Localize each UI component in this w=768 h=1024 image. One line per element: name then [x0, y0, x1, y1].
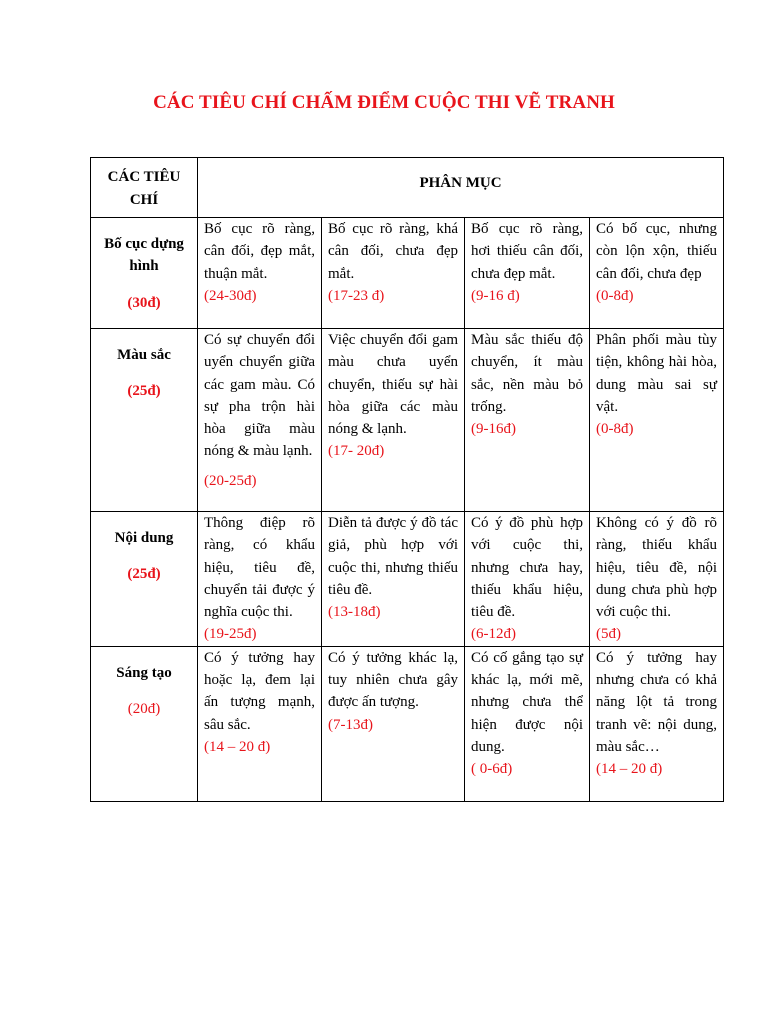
- criterion-points: (30đ): [127, 294, 161, 311]
- criterion-cell: [91, 646, 198, 801]
- table-row: [91, 646, 724, 801]
- level-cell: [322, 218, 465, 329]
- criterion-name: Màu sắc: [117, 347, 171, 363]
- level-score: (5đ): [596, 626, 621, 643]
- level-text: Bố cục rõ ràng, hơi thiếu cân đối, chưa đẹp mắt.: [471, 221, 583, 282]
- level-score: (20-25đ): [204, 472, 257, 489]
- level-cell: [198, 646, 322, 801]
- level-score: (9-16đ): [471, 421, 516, 438]
- level-text: Thông điệp rõ ràng, có khẩu hiệu, tiêu đề, chuyển tải được ý nghĩa cuộc thi.: [204, 515, 315, 621]
- level-text: Có ý tưởng khác lạ, tuy nhiên chưa gây được ấn tượng.: [328, 649, 458, 711]
- level-score: ( 0-6đ): [471, 761, 513, 778]
- level-score: (6-12đ): [471, 626, 516, 643]
- level-score: (14 – 20 đ): [596, 761, 663, 778]
- level-cell: [590, 512, 724, 647]
- criterion-cell: [91, 329, 198, 512]
- level-score: (9-16 đ): [471, 287, 520, 304]
- level-cell: [198, 218, 322, 329]
- header-row: [91, 158, 724, 218]
- criterion-name: Sáng tạo: [116, 664, 172, 681]
- level-cell: [322, 329, 465, 512]
- criterion-name: Bố cục dựng hình: [104, 236, 184, 275]
- level-text: Có bố cục, nhưng còn lộn xộn, thiếu cân đối, chưa đẹp: [596, 221, 718, 282]
- level-score: (14 – 20 đ): [204, 738, 271, 755]
- criteria-table: [90, 157, 724, 802]
- criterion-name: Nội dung: [114, 530, 174, 546]
- header-section: PHÂN MỤC: [198, 158, 724, 218]
- criterion-points: (25đ): [127, 383, 161, 400]
- level-score: (0-8đ): [596, 421, 634, 438]
- level-cell: [465, 218, 590, 329]
- level-text: Có ý tưởng hay nhưng chưa có khả năng lột tả trong tranh vẽ: nội dung, màu sắc…: [596, 649, 718, 755]
- level-cell: [198, 329, 322, 512]
- criterion-points: (20đ): [127, 701, 161, 718]
- table-row: [91, 218, 724, 329]
- level-cell: [590, 218, 724, 329]
- level-cell: [465, 512, 590, 647]
- level-cell: [322, 512, 465, 647]
- level-score: (17- 20đ): [328, 443, 385, 460]
- level-score: (24-30đ): [204, 287, 257, 304]
- criterion-cell: [91, 218, 198, 329]
- level-score: (17-23 đ): [328, 287, 385, 304]
- level-text: Có ý tưởng hay hoặc lạ, đem lại ấn tượng mạnh, sâu sắc.: [204, 649, 315, 733]
- level-text: Bố cục rõ ràng, cân đối, đẹp mắt, thuận mắt.: [204, 221, 315, 282]
- level-score: (19-25đ): [204, 626, 257, 643]
- level-text: Bố cục rõ ràng, khá cân đối, chưa đẹp mắt.: [328, 221, 458, 282]
- criterion-points: (25đ): [127, 566, 161, 583]
- header-criteria: CÁC TIÊU CHÍ: [91, 158, 198, 218]
- level-score: (13-18đ): [328, 604, 381, 621]
- level-text: Phân phối màu tùy tiện, không hài hòa, dung màu sai sự vật.: [596, 332, 718, 415]
- level-cell: [198, 512, 322, 647]
- level-text: Việc chuyển đổi gam màu chưa uyển chuyển, thiếu sự hài hòa giữa các màu nóng & lạnh.: [328, 332, 458, 438]
- level-cell: [465, 329, 590, 512]
- table-row: [91, 512, 724, 647]
- table-row: [91, 329, 724, 512]
- level-cell: [465, 646, 590, 801]
- level-cell: [590, 646, 724, 801]
- level-text: Màu sắc thiếu độ chuyển, ít màu sắc, nền màu bỏ trống.: [471, 332, 583, 415]
- level-cell: [590, 329, 724, 512]
- level-cell: [322, 646, 465, 801]
- criterion-cell: [91, 512, 198, 647]
- level-text: Diễn tả được ý đồ tác giả, phù hợp với cuộc thi, nhưng thiếu tiêu đề.: [328, 515, 458, 598]
- page-title: CÁC TIÊU CHÍ CHẤM ĐIỂM CUỘC THI VẼ TRANH: [153, 92, 615, 113]
- level-text: Có ý đồ phù hợp với cuộc thi, nhưng chưa hay, thiếu khẩu hiệu, tiêu đề.: [471, 515, 583, 621]
- level-score: (0-8đ): [596, 287, 634, 304]
- level-text: Không có ý đồ rõ ràng, thiếu khẩu hiệu, tiêu đề, nội dung chưa phù hợp với cuộc thi.: [596, 515, 718, 621]
- level-score: (7-13đ): [328, 716, 373, 733]
- level-text: Có cố gắng tạo sự khác lạ, mới mẽ, nhưng chưa thể hiện được nội dung.: [471, 649, 583, 755]
- level-text: Có sự chuyển đổi uyển chuyển giữa các gam màu. Có sự pha trộn hài hòa giữa màu nóng & màu lạnh.: [204, 332, 315, 460]
